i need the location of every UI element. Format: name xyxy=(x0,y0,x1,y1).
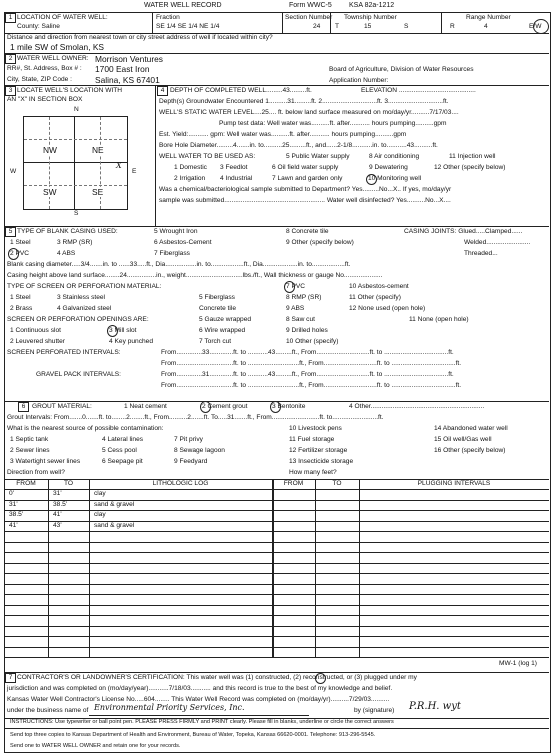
owner-value: Morrison Ventures xyxy=(95,54,163,64)
direction-label: Direction from well? xyxy=(7,469,65,476)
locate-label-2: AN "X" IN SECTION BOX xyxy=(7,96,83,103)
log-from-cell: 41' xyxy=(9,521,18,529)
fraction-values: SE 1/4 SE 1/4 NE 1/4 xyxy=(156,23,220,30)
divider xyxy=(4,85,549,86)
casing-option-7: 7 Fiberglass xyxy=(154,250,190,257)
table-row xyxy=(4,521,549,532)
locate-label: LOCATE WELL'S LOCATION WITH xyxy=(17,87,123,94)
range-r: R xyxy=(450,23,455,30)
section-number-value: 24 xyxy=(313,23,321,30)
divider xyxy=(441,12,442,33)
use-option-4: 4 Industrial xyxy=(220,175,253,182)
casing-option-3: 3 RMP (SR) xyxy=(57,239,93,246)
owner-label: WATER WELL OWNER: xyxy=(17,55,89,62)
grout-option-4: 4 Other.............................................................. xyxy=(349,403,485,410)
range-ew: E/W xyxy=(529,23,542,30)
board-text: Board of Agriculture, Division of Water Resources xyxy=(329,66,474,73)
table-header-cell: FROM xyxy=(283,480,304,487)
distance-value: 1 mile SW of Smolan, KS xyxy=(10,42,105,52)
table-header-cell: FROM xyxy=(16,480,36,487)
contam-option-8: 8 Sewage lagoon xyxy=(174,447,225,454)
divider xyxy=(282,12,283,33)
welded-field: Welded........................ xyxy=(464,239,531,246)
use-option-5: 5 Public Water supply xyxy=(286,153,350,160)
contam-option-3: 3 Watertight sewer lines xyxy=(10,458,81,465)
use-option-6: 6 Oil field water supply xyxy=(272,164,339,171)
table-header-cell: TO xyxy=(332,480,342,487)
certification-line-3: Kansas Water Well Contractor's License No.....604........ This Water Well Record was completed on (mo/day/yr)..........7/29/03.......... xyxy=(7,696,390,703)
township-value: 15 xyxy=(364,23,372,30)
screen-option-10: 10 Asbestos-cement xyxy=(349,283,409,290)
selected-casing-circle xyxy=(8,248,19,260)
screen-option-3: 3 Stainless steel xyxy=(57,294,106,301)
grout-option-3: 3 Bentonite xyxy=(272,403,306,410)
grout-option-1: 1 Neat cement xyxy=(124,403,167,410)
ksa-reference: KSA 82a-1212 xyxy=(349,2,395,9)
table-row-line xyxy=(4,563,549,564)
log-description-cell: sand & gravel xyxy=(94,500,135,508)
sample-submitted: sample was submitted....................................................... Water well disinfected? Yes..........No...X.... xyxy=(159,197,451,204)
section-box xyxy=(23,116,128,210)
send-owner-text: Send one to WATER WELL OWNER and retain one for your records. xyxy=(10,743,181,749)
west-label: W xyxy=(10,168,17,175)
use-option-1: 1 Domestic xyxy=(174,164,207,171)
divider xyxy=(4,728,549,729)
section-box-hline xyxy=(24,162,127,163)
fraction-label: Fraction xyxy=(156,14,180,21)
screen-option-2: 2 Brass xyxy=(10,305,33,312)
table-row xyxy=(4,489,549,500)
selected-screen-circle xyxy=(284,281,295,293)
divider xyxy=(4,672,549,673)
blank-casing-diameter: Blank casing diameter.....3/4.......in. to ......33.....ft., Dia.................in. to..................ft., Dia...................in. to..................ft. xyxy=(7,261,351,268)
business-name-label: under the business name of xyxy=(7,707,89,714)
table-row xyxy=(4,500,549,511)
use-option-8: 8 Air conditioning xyxy=(369,153,420,160)
table-header-cell: TO xyxy=(63,480,74,487)
se-quadrant-label: SE xyxy=(92,187,104,197)
contam-option-11: 11 Fuel storage xyxy=(289,436,335,443)
section-7-number: 7 xyxy=(5,673,16,683)
county-field: County: Saline xyxy=(17,23,60,30)
log-to-cell: 41' xyxy=(53,511,62,518)
contam-option-15: 15 Oil well/Gas well xyxy=(434,436,492,443)
screen-option-4: 4 Galvanized steel xyxy=(57,305,112,312)
grout-circle-2 xyxy=(200,401,211,413)
w-circle xyxy=(533,19,549,34)
opening-option-11: 11 None (open hole) xyxy=(409,316,469,323)
log-description-cell: sand & gravel xyxy=(94,521,135,529)
divider xyxy=(4,53,549,54)
gravel-interval-1: From..............31.............ft. to ...........43.........ft., From.............................ft. to ...................................ft. xyxy=(161,371,454,378)
table-header-cell: LITHOLOGIC LOG xyxy=(152,480,209,487)
township-t: T xyxy=(335,23,340,30)
chemical-sample: Was a chemical/bacteriological sample submitted to Department? Yes.........No...X.. If yes, mo/day/yr xyxy=(159,186,452,193)
opening-option-3: 3 Mill slot xyxy=(109,327,137,334)
casing-option-8: 8 Concrete tile xyxy=(286,228,329,235)
table-row-line xyxy=(4,594,549,595)
certification-line-1: CONTRACTOR'S OR LANDOWNER'S CERTIFICATION: This water well was (1) constructed, (2) reconstructed, or (3) plugged under my xyxy=(17,674,417,681)
section-box-vline xyxy=(74,117,75,209)
section-5-number: 5 xyxy=(5,227,16,237)
casing-option-2: 2 PVC xyxy=(10,250,30,257)
use-option-3: 3 Feedlot xyxy=(220,164,248,171)
table-row-line xyxy=(4,647,549,648)
depth-completed: DEPTH OF COMPLETED WELL.........43.........ft. xyxy=(170,87,312,94)
grout-intervals: Grout Intervals: From.......0.......ft. to........2........ft., From..........2.......ft. To.....31.......ft., From..........................ft. to.........................ft. xyxy=(7,414,384,421)
use-option-11: 11 Injection well xyxy=(449,153,496,160)
use-option-12: 12 Other (specify below) xyxy=(434,164,506,171)
city-value: Salina, KS 67401 xyxy=(95,75,160,85)
elevation-field: ELEVATION .......................................... xyxy=(361,87,476,94)
section-3-number: 3 xyxy=(5,86,16,96)
log-to-cell: 38.5' xyxy=(53,500,68,508)
constructed-circle xyxy=(315,673,326,684)
section-4-number: 4 xyxy=(157,86,168,96)
screen-intervals-label: SCREEN PERFORATED INTERVALS: xyxy=(7,349,121,356)
contam-option-4: 4 Lateral lines xyxy=(102,436,144,443)
table-row xyxy=(4,510,549,521)
estimated-yield: Est. Yield:........... gpm: Well water was..........ft. after........... hours pumping..........gpm xyxy=(159,131,407,138)
log-from-cell: 38.5' xyxy=(9,511,24,518)
divider xyxy=(4,226,549,227)
signature-value: P.R.H. wyt xyxy=(409,701,461,712)
certification-line-2: jurisdiction and was completed on (mo/day/year)...........7/18/03........... and this record is true to the best of my knowledge and belief. xyxy=(7,685,393,692)
opening-option-9: 9 Drilled holes xyxy=(286,327,328,334)
form-number: Form WWC-5 xyxy=(289,2,332,9)
table-row-line xyxy=(4,626,549,627)
location-label: LOCATION OF WATER WELL: xyxy=(17,14,108,21)
screen-option-6: Concrete tile xyxy=(199,305,237,312)
pump-test: Pump test data: Well water was..........ft. after........... hours pumping..........gpm xyxy=(219,120,447,127)
table-row-line xyxy=(4,584,549,585)
address-label: RR#, St. Address, Box # : xyxy=(7,65,82,72)
contam-option-13: 13 Insecticide storage xyxy=(289,458,354,465)
screen-interval-1: From..............33.............ft. to ...........43.........ft., From.............................ft. to ...................................ft. xyxy=(161,349,454,356)
use-option-9: 9 Dewatering xyxy=(369,164,408,171)
openings-label: SCREEN OR PERFORATION OPENINGS ARE: xyxy=(7,316,149,323)
contam-option-9: 9 Feedyard xyxy=(174,458,208,465)
contam-option-2: 2 Sewer lines xyxy=(10,447,50,454)
township-s: S xyxy=(404,23,409,30)
static-water-level: WELL'S STATIC WATER LEVEL....25.... ft. below land surface measured on mo/day/yr..........7/17/03.... xyxy=(159,109,459,116)
grid-dash xyxy=(24,139,127,140)
divider xyxy=(152,12,153,33)
section-2-number: 2 xyxy=(5,54,16,64)
log-to-cell: 31' xyxy=(53,490,62,497)
contam-option-10: 10 Livestock pens xyxy=(289,425,342,432)
opening-option-2: 2 Leuvered shutter xyxy=(10,338,65,345)
divider xyxy=(155,86,156,226)
screen-option-7: 7 PVC xyxy=(286,283,306,290)
application-number: Application Number: xyxy=(329,77,389,84)
opening-option-10: 10 Other (specify) xyxy=(286,338,339,345)
selected-use-circle xyxy=(366,174,377,185)
distance-label: Distance and direction from nearest town or city street address of well if located within city? xyxy=(7,34,273,41)
business-name-value: Environmental Priority Services, Inc. xyxy=(94,703,245,712)
selected-opening-circle xyxy=(107,325,118,337)
log-description-cell: clay xyxy=(94,511,106,518)
casing-option-4: 4 ABS xyxy=(57,250,76,257)
log-from-cell: 31' xyxy=(9,500,18,508)
how-many-feet-label: How many feet? xyxy=(289,469,337,476)
contam-option-14: 14 Abandoned water well xyxy=(434,425,508,432)
screen-option-1: 1 Steel xyxy=(10,294,31,301)
divider xyxy=(330,12,331,33)
contam-option-1: 1 Septic tank xyxy=(10,436,49,443)
table-row-line xyxy=(4,605,549,606)
table-row-line xyxy=(4,573,549,574)
casing-option-6: 6 Asbestos-Cement xyxy=(154,239,212,246)
contam-option-7: 7 Pit privy xyxy=(174,436,203,443)
contam-option-5: 5 Cess pool xyxy=(102,447,137,454)
casing-option-1: 1 Steel xyxy=(10,239,31,246)
signature-label: by (signature) xyxy=(354,707,395,714)
screen-option-8: 8 RMP (SR) xyxy=(286,294,322,301)
gravel-pack-label: GRAVEL PACK INTERVALS: xyxy=(36,371,122,378)
casing-joints: CASING JOINTS: Glued.....Clamped...... xyxy=(404,228,523,235)
use-option-7: 7 Lawn and garden only xyxy=(272,175,343,182)
opening-option-8: 8 Saw cut xyxy=(286,316,315,323)
casing-height: Casing height above land surface........24................in., weight...............................lbs./ft., Wall thickness or gauge No..................... xyxy=(7,272,383,279)
contam-option-6: 6 Seepage pit xyxy=(102,458,143,465)
opening-option-4: 4 Key punched xyxy=(109,338,153,345)
use-label: WELL WATER TO BE USED AS: xyxy=(159,153,256,160)
groundwater-depth: Depth(s) Groundwater Encountered 1..........31.........ft. 2..............................ft. 3..............................ft. xyxy=(159,98,449,105)
opening-option-6: 6 Wire wrapped xyxy=(199,327,246,334)
screen-option-11: 11 Other (specify) xyxy=(349,294,401,301)
east-label: E xyxy=(132,168,137,175)
threaded-field: Threaded... xyxy=(464,250,498,257)
range-label: Range Number xyxy=(466,14,511,21)
grid-dash xyxy=(24,185,127,186)
well-record-form xyxy=(4,2,550,753)
well-location-mark: X xyxy=(116,161,122,170)
bore-hole-diameter: Bore Hole Diameter.........4.......in. to..........25.........ft., and......2-1/8...........in. to...........43..........ft. xyxy=(159,142,438,149)
grout-label: GROUT MATERIAL: xyxy=(32,403,92,410)
log-description-cell: clay xyxy=(94,490,106,497)
opening-option-1: 1 Continuous slot xyxy=(10,327,61,334)
table-row-line xyxy=(4,552,549,553)
nw-quadrant-label: NW xyxy=(43,145,57,155)
table-row-line xyxy=(4,542,549,543)
contam-option-16: 16 Other (specify below) xyxy=(434,447,506,454)
range-value: 4 xyxy=(484,23,488,30)
screen-material-label: TYPE OF SCREEN OR PERFORATION MATERIAL: xyxy=(7,283,162,290)
log-from-cell: 0' xyxy=(9,490,14,497)
business-underline xyxy=(89,715,309,716)
casing-option-9: 9 Other (specify below) xyxy=(286,239,354,246)
log-to-cell: 43' xyxy=(53,521,62,529)
contamination-label: What is the nearest source of possible contamination: xyxy=(7,425,164,432)
use-option-10: 10 Monitoring well xyxy=(368,175,422,182)
form-title: WATER WELL RECORD xyxy=(144,2,222,9)
ne-quadrant-label: NE xyxy=(92,145,104,155)
south-label: S xyxy=(74,210,79,217)
north-label: N xyxy=(74,106,79,113)
screen-option-12: 12 None used (open hole) xyxy=(349,305,426,312)
table-row-line xyxy=(4,615,549,616)
gravel-interval-2: From...............................ft. to ............................ft., From.............................ft. to ...................................ft. xyxy=(161,382,462,389)
screen-option-9: 9 ABS xyxy=(286,305,305,312)
section-6-number: 6 xyxy=(18,402,29,412)
table-row-line xyxy=(4,657,549,658)
table-row-line xyxy=(4,636,549,637)
casing-option-5: 5 Wrought Iron xyxy=(154,228,198,235)
send-copies-text: Send top three copies to Kansas Department of Health and Environment, Bureau of Water, Topeka, Kansas 66620-0001. Telephone: 913-296-5545. xyxy=(10,732,376,738)
sw-quadrant-label: SW xyxy=(43,187,57,197)
opening-option-7: 7 Torch cut xyxy=(199,338,232,345)
table-row-line xyxy=(4,531,549,532)
table-header-cell: PLUGGING INTERVALS xyxy=(417,480,491,487)
instructions-text: INSTRUCTIONS: Use typewriter or ball point pen. PLEASE PRESS FIRMLY and PRINT clearly. Please fill in blanks, underline or circle the correct answers xyxy=(10,719,394,725)
casing-label: TYPE OF BLANK CASING USED: xyxy=(17,228,118,235)
township-label: Township Number xyxy=(344,14,397,21)
screen-interval-2: From...............................ft. to ............................ft., From.............................ft. to ...................................ft. xyxy=(161,360,462,367)
section-number-label: Section Number xyxy=(285,14,333,21)
contam-option-12: 12 Fertilizer storage xyxy=(289,447,348,454)
opening-option-5: 5 Gauze wrapped xyxy=(199,316,252,323)
screen-option-5: 5 Fiberglass xyxy=(199,294,235,301)
use-option-2: 2 Irrigation xyxy=(174,175,206,182)
grout-circle-3 xyxy=(270,401,281,413)
address-value: 1700 East Iron xyxy=(95,64,150,74)
section-1-number: 1 xyxy=(5,13,16,23)
city-label: City, State, ZIP Code : xyxy=(7,76,72,83)
log-footnote: MW-1 (log 1) xyxy=(499,660,537,667)
grout-option-2: 2 Cement grout xyxy=(202,403,248,410)
